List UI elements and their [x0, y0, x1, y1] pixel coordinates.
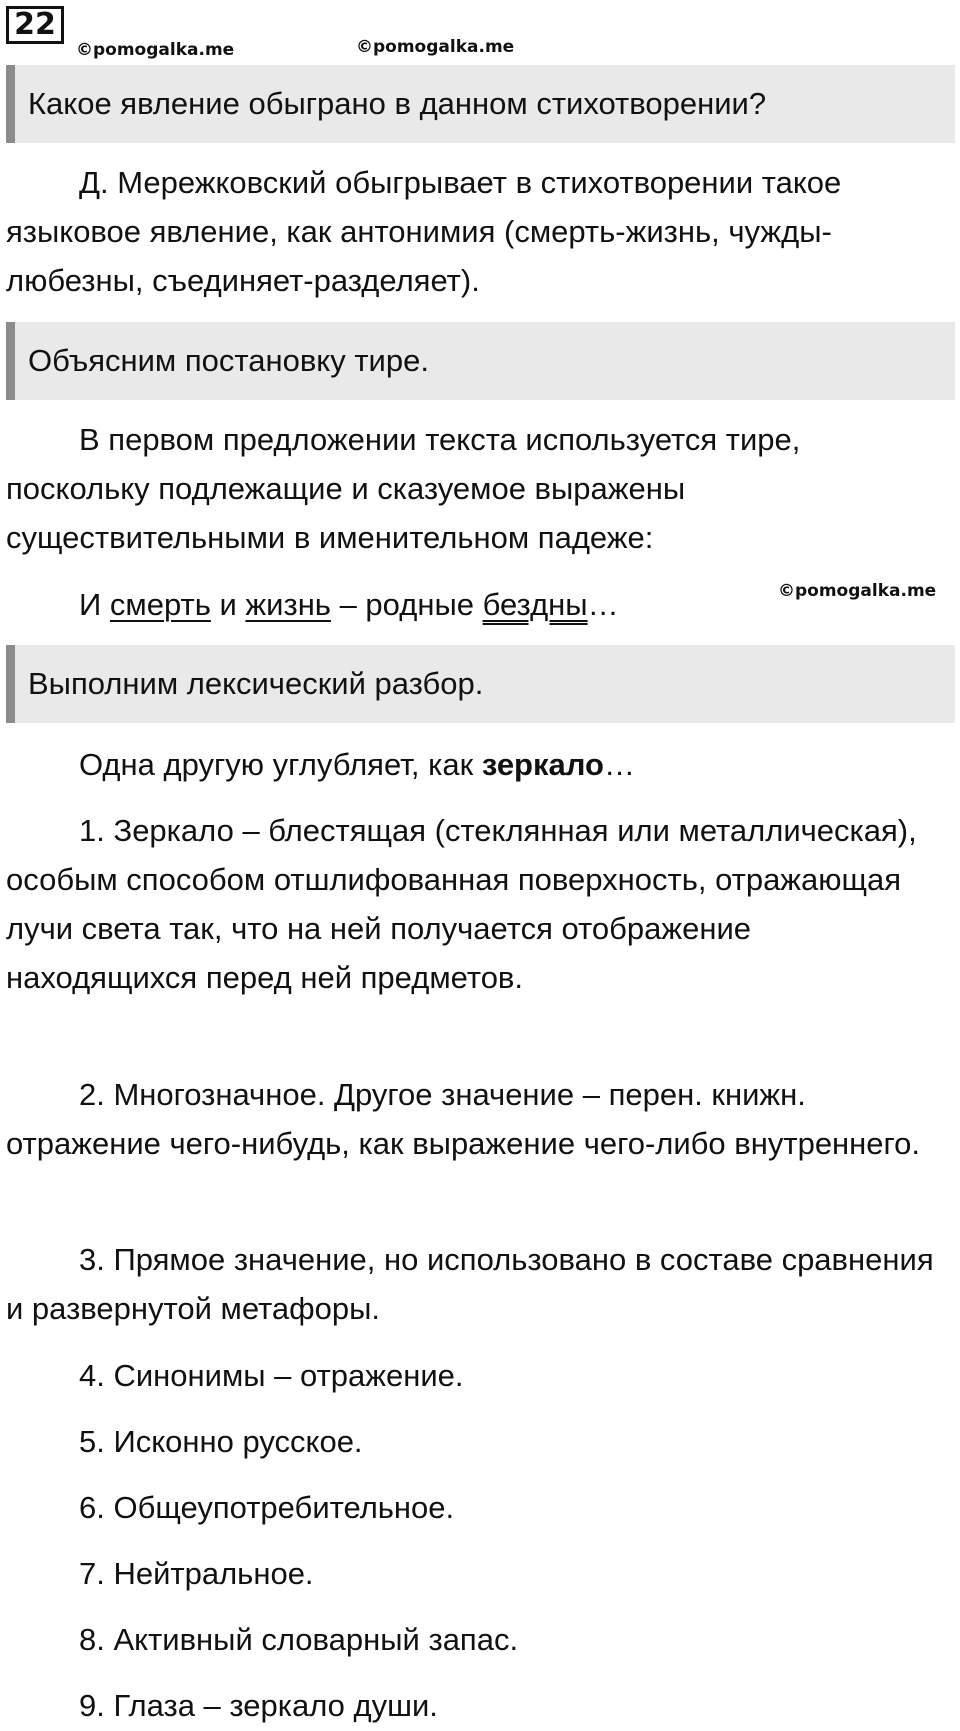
quote-text: Одна другую углубляет, как — [79, 747, 482, 782]
watermark-text: ©pomogalka.me — [778, 581, 937, 601]
subject-word: смерть — [109, 587, 211, 622]
quote-keyword: зеркало — [481, 747, 604, 782]
list-item: 2. Многозначное. Другое значение – перен. книжн. отражение чего-нибудь, как выражение чего-либо внутреннего. — [6, 1077, 921, 1161]
watermark-text: ©pomogalka.me — [356, 37, 515, 57]
predicate-word: бездны — [482, 587, 588, 622]
list-item: 5. Исконно русское. — [79, 1424, 363, 1459]
answer-paragraph: Д. Мережковский обыгрывает в стихотворении такое языковое явление, как антонимия (смерть-жизнь, чужды-любезны, съединяет-разделяет). — [6, 165, 842, 298]
quote-line — [6, 740, 946, 789]
subject-word: жизнь — [245, 587, 331, 622]
example-text: и — [210, 587, 246, 622]
question-banner: Объясним постановку тире. — [6, 322, 955, 400]
answer-paragraph: В первом предложении текста используется тире, поскольку подлежащие и сказуемое выражены существительными в именительном падеже: — [6, 422, 801, 555]
question-banner: Выполним лексический разбор. — [6, 645, 955, 723]
list-item: 9. Глаза – зеркало души. — [79, 1688, 438, 1723]
task-number: 22 — [6, 6, 64, 44]
list-item: 7. Нейтральное. — [79, 1556, 314, 1591]
list-item: 4. Синонимы – отражение. — [79, 1358, 464, 1393]
list-item: 1. Зеркало – блестящая (стеклянная или металлическая), особым способом отшлифованная поверхность, отражающая лучи света так, что на ней получается отображение находящихся перед ней предметов. — [6, 813, 917, 995]
list-item: 3. Прямое значение, но использовано в составе сравнения и развернутой метафоры. — [6, 1242, 934, 1326]
quote-text: … — [603, 747, 635, 782]
question-banner: Какое явление обыграно в данном стихотворении? — [6, 65, 955, 143]
list-item: 6. Общеупотребительное. — [79, 1490, 455, 1525]
list-item: 8. Активный словарный запас. — [79, 1622, 519, 1657]
example-text: – родные — [330, 587, 483, 622]
watermark-text: ©pomogalka.me — [76, 40, 235, 60]
example-text: … — [587, 587, 619, 622]
example-text: И — [79, 587, 110, 622]
